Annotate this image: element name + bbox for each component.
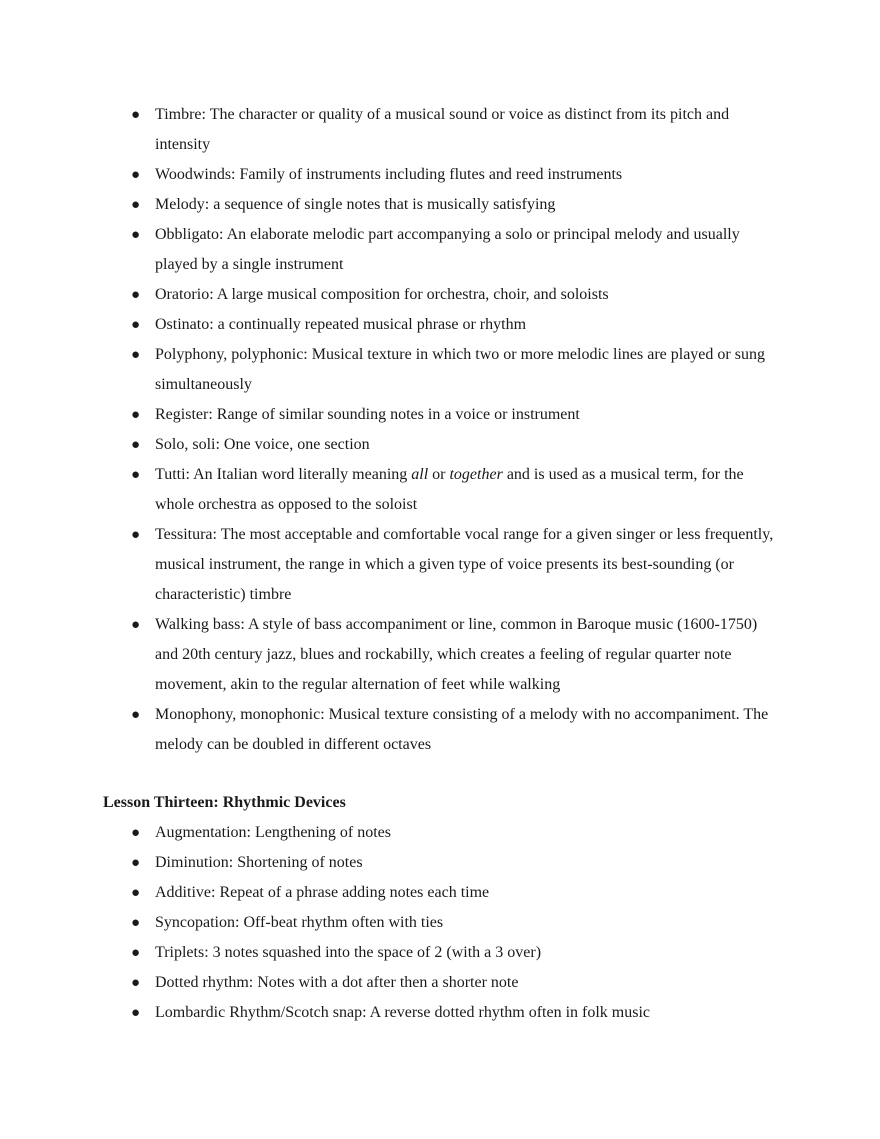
term: Oratorio bbox=[155, 286, 210, 303]
definition: Repeat of a phrase adding notes each time bbox=[219, 884, 490, 901]
definition: 3 notes squashed into the space of 2 (with a 3 over) bbox=[212, 944, 542, 961]
term: Obbligato bbox=[155, 226, 219, 243]
definition: Off-beat rhythm often with ties bbox=[243, 914, 444, 931]
glossary-list bbox=[131, 100, 780, 760]
bullet-icon: ● bbox=[131, 945, 141, 961]
term: Solo, soli bbox=[155, 436, 216, 453]
term: Triplets bbox=[155, 944, 205, 961]
definition: A style of bass accompaniment or line, common in Baroque music (1600-1750) and 20th century jazz, blues and rockabilly, which creates a feeling of regular quarter note movement, akin to the regular alternation of feet while walking bbox=[155, 616, 758, 693]
list-item: ● Tessitura: The most acceptable and comfortable vocal range for a given singer or less frequently, musical instrument, the range in which a given type of voice presents its best-sounding (or characteristic) timbre bbox=[155, 520, 780, 610]
term: Diminution bbox=[155, 854, 229, 871]
list-item: ● Solo, soli: One voice, one section bbox=[155, 430, 780, 460]
bullet-icon: ● bbox=[131, 287, 141, 303]
section-heading: Lesson Thirteen: Rhythmic Devices bbox=[103, 794, 346, 811]
bullet-icon: ● bbox=[131, 347, 141, 363]
definition: Musical texture in which two or more melodic lines are played or sung simultaneously bbox=[155, 346, 765, 393]
term: Register bbox=[155, 406, 209, 423]
bullet-icon: ● bbox=[131, 527, 141, 543]
term: Monophony, monophonic bbox=[155, 706, 321, 723]
bullet-icon: ● bbox=[131, 467, 141, 483]
definition: Shortening of notes bbox=[237, 854, 363, 871]
term: Melody bbox=[155, 196, 205, 213]
definition-part: or bbox=[428, 466, 450, 483]
bullet-icon: ● bbox=[131, 107, 141, 123]
list-item: ● Ostinato: a continually repeated musical phrase or rhythm bbox=[155, 310, 780, 340]
term: Additive bbox=[155, 884, 211, 901]
list-item: ● Diminution: Shortening of notes bbox=[155, 848, 780, 878]
definition: The most acceptable and comfortable vocal range for a given singer or less frequently, musical instrument, the range in which a given type of voice presents its best-sounding (or characteristic) timbre bbox=[155, 526, 774, 603]
bullet-icon: ● bbox=[131, 437, 141, 453]
bullet-icon: ● bbox=[131, 407, 141, 423]
definition: One voice, one section bbox=[223, 436, 370, 453]
list-item: ● Triplets: 3 notes squashed into the space of 2 (with a 3 over) bbox=[155, 938, 780, 968]
bullet-icon: ● bbox=[131, 825, 141, 841]
term: Dotted rhythm bbox=[155, 974, 249, 991]
list-item: ● Lombardic Rhythm/Scotch snap: A reverse dotted rhythm often in folk music bbox=[155, 998, 780, 1028]
term: Polyphony, polyphonic bbox=[155, 346, 304, 363]
term: Timbre bbox=[155, 106, 202, 123]
definition: A large musical composition for orchestra, choir, and soloists bbox=[216, 286, 609, 303]
term: Woodwinds bbox=[155, 166, 232, 183]
emphasis-together: together bbox=[449, 466, 503, 483]
list-item: ● Tutti: An Italian word literally meaning all or together and is used as a musical term, for the whole orchestra as opposed to the soloist bbox=[155, 460, 780, 520]
definition: Range of similar sounding notes in a voice or instrument bbox=[216, 406, 580, 423]
list-item: ● Woodwinds: Family of instruments including flutes and reed instruments bbox=[155, 160, 780, 190]
list-item: ● Melody: a sequence of single notes that is musically satisfying bbox=[155, 190, 780, 220]
term: Tutti bbox=[155, 466, 186, 483]
bullet-icon: ● bbox=[131, 227, 141, 243]
definition: A reverse dotted rhythm often in folk music bbox=[369, 1004, 651, 1021]
bullet-icon: ● bbox=[131, 855, 141, 871]
definition: The character or quality of a musical sound or voice as distinct from its pitch and intensity bbox=[155, 106, 730, 153]
bullet-icon: ● bbox=[131, 915, 141, 931]
emphasis-all: all bbox=[411, 466, 429, 483]
rhythmic-devices-list bbox=[131, 818, 780, 1028]
bullet-icon: ● bbox=[131, 617, 141, 633]
term: Lombardic Rhythm/Scotch snap bbox=[155, 1004, 363, 1021]
definition: Notes with a dot after then a shorter note bbox=[257, 974, 519, 991]
bullet-icon: ● bbox=[131, 167, 141, 183]
list-item: ● Augmentation: Lengthening of notes bbox=[155, 818, 780, 848]
list-item: ● Obbligato: An elaborate melodic part accompanying a solo or principal melody and usually played by a single instrument bbox=[155, 220, 780, 280]
definition: An elaborate melodic part accompanying a solo or principal melody and usually played by a single instrument bbox=[155, 226, 740, 273]
list-item: ● Polyphony, polyphonic: Musical texture in which two or more melodic lines are played or sung simultaneously bbox=[155, 340, 780, 400]
term: Ostinato bbox=[155, 316, 210, 333]
term: Walking bass bbox=[155, 616, 241, 633]
list-item: ● Syncopation: Off-beat rhythm often with ties bbox=[155, 908, 780, 938]
list-item: ● Monophony, monophonic: Musical texture consisting of a melody with no accompaniment. The melody can be doubled in different octaves bbox=[155, 700, 780, 760]
list-item: ● Walking bass: A style of bass accompaniment or line, common in Baroque music (1600-1750) and 20th century jazz, blues and rockabilly, which creates a feeling of regular quarter note movement, akin to the regular alternation of feet while walking bbox=[155, 610, 780, 700]
bullet-icon: ● bbox=[131, 197, 141, 213]
list-item: ● Timbre: The character or quality of a musical sound or voice as distinct from its pitch and intensity bbox=[155, 100, 780, 160]
definition: Musical texture consisting of a melody with no accompaniment. The melody can be doubled in different octaves bbox=[155, 706, 769, 753]
list-item: ● Additive: Repeat of a phrase adding notes each time bbox=[155, 878, 780, 908]
definition: Family of instruments including flutes and reed instruments bbox=[239, 166, 623, 183]
term: Syncopation bbox=[155, 914, 235, 931]
list-item: ● Register: Range of similar sounding notes in a voice or instrument bbox=[155, 400, 780, 430]
bullet-icon: ● bbox=[131, 317, 141, 333]
list-item: ● Dotted rhythm: Notes with a dot after then a shorter note bbox=[155, 968, 780, 998]
bullet-icon: ● bbox=[131, 707, 141, 723]
bullet-icon: ● bbox=[131, 975, 141, 991]
bullet-icon: ● bbox=[131, 885, 141, 901]
definition: Lengthening of notes bbox=[255, 824, 391, 841]
definition-part: and is used as a musical term, for the whole orchestra as opposed to the soloist bbox=[155, 466, 744, 513]
bullet-icon: ● bbox=[131, 1005, 141, 1021]
definition: a sequence of single notes that is musically satisfying bbox=[213, 196, 556, 213]
definition-part: An Italian word literally meaning bbox=[193, 466, 412, 483]
list-item: ● Oratorio: A large musical composition for orchestra, choir, and soloists bbox=[155, 280, 780, 310]
definition: a continually repeated musical phrase or rhythm bbox=[217, 316, 527, 333]
term: Augmentation bbox=[155, 824, 247, 841]
term: Tessitura bbox=[155, 526, 213, 543]
